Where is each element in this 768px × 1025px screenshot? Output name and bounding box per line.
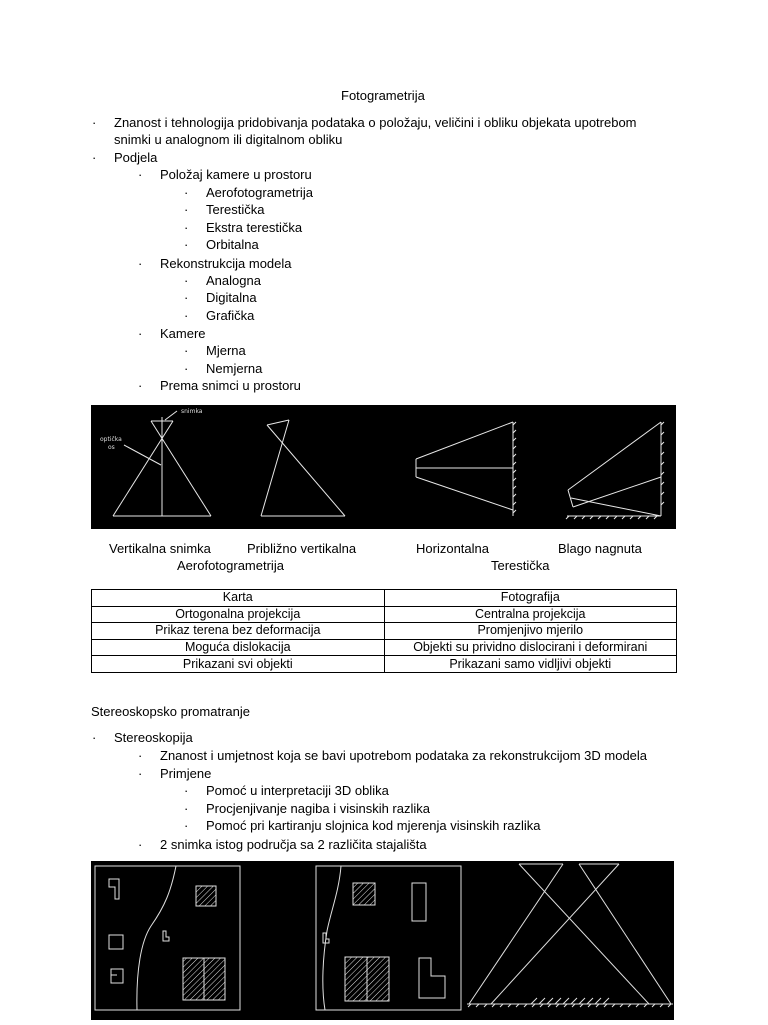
ray [416,422,513,459]
page-title: Fotogrametrija [341,88,425,103]
column-header: Karta [92,590,385,607]
table-cell: Centralna projekcija [384,606,677,623]
list-item: Aerofotogrametrija [206,185,313,200]
table-row [92,639,677,656]
bullet: · [138,378,143,393]
list-item: Grafička [206,308,255,323]
list-item: Pomoć u interpretaciji 3D oblika [206,783,389,798]
hatched-block [353,883,375,905]
list-item: Terestička [206,202,265,217]
overlap-hatching [531,998,609,1004]
group-terestricka: Terestička [491,558,550,573]
ray [491,864,619,1004]
table-cell: Promjenjivo mjerilo [384,623,677,640]
building-shape [412,883,426,921]
building-shape [323,933,329,943]
ray [568,422,661,490]
table-cell: Ortogonalna projekcija [92,606,385,623]
bullet: · [184,801,189,816]
list-item: Mjerna [206,343,246,358]
table-header-row [92,590,677,607]
kamere-label: Kamere [160,326,206,341]
building-shape [109,879,119,899]
bullet: · [92,115,97,130]
bullet: · [138,766,143,781]
stereo-last: 2 snimka istog područja sa 2 različita stajališta [160,837,427,852]
caption-horizontalna: Horizontalna [416,541,489,556]
polozaj-label: Položaj kamere u prostoru [160,167,312,182]
bullet: · [184,290,189,305]
list-item: Nemjerna [206,361,263,376]
comparison-table [91,589,677,673]
building-shape [419,958,445,998]
stereo-pair-figure [91,861,674,1020]
image-plane [267,420,289,425]
label-opticka: optička [100,436,122,443]
table-cell: Objekti su prividno dislocirani i deformirani [384,639,677,656]
label-os: os [108,444,115,451]
list-item: Pomoć pri kartiranju slojnica kod mjerenja visinskih razlika [206,818,541,833]
bullet: · [184,273,189,288]
bullet: · [184,185,189,200]
bullet: · [184,308,189,323]
table-cell: Prikaz terena bez deformacija [92,623,385,640]
river-line [137,866,176,1010]
list-item: Digitalna [206,290,257,305]
bullet: · [184,237,189,252]
bullet: · [184,220,189,235]
ray [113,421,173,516]
ray [416,477,513,510]
column-header: Fotografija [384,590,677,607]
caption-blago: Blago nagnuta [558,541,642,556]
list-item: Orbitalna [206,237,259,252]
bullet: · [138,167,143,182]
section-heading: Stereoskopsko promatranje [91,704,250,719]
caption-priblizno: Približno vertikalna [247,541,357,556]
ray [571,498,661,516]
bullet: · [138,748,143,763]
rekonstrukcija-label: Rekonstrukcija modela [160,256,292,271]
table-cell: Prikazani svi objekti [92,656,385,673]
camera-orientation-figure [91,405,676,529]
ray [519,864,649,1004]
table-row [92,606,677,623]
label-snimka: snimka [181,408,203,415]
intro-line-2: snimki u analognom ili digitalnom obliku [114,132,343,147]
bullet: · [92,150,97,165]
table-cell: Prikazani samo vidljivi objekti [384,656,677,673]
bullet: · [184,361,189,376]
bullet: · [184,202,189,217]
ray [579,864,671,1004]
bullet: · [138,837,143,852]
primjene-label: Primjene [160,766,212,781]
stereo-label: Stereoskopija [114,730,193,745]
building-shape [109,935,123,949]
table-cell: Moguća dislokacija [92,639,385,656]
hatched-block [196,886,216,906]
snimka-pointer [165,411,177,420]
bullet: · [92,730,97,745]
bullet: · [138,326,143,341]
bullet: · [184,818,189,833]
table-row [92,656,677,673]
list-item: Ekstra terestička [206,220,303,235]
bullet: · [184,343,189,358]
ray [151,421,211,516]
building-shape [163,931,169,941]
list-item: Procjenjivanje nagiba i visinskih razlika [206,801,430,816]
group-aerofotogrametrija: Aerofotogrametrija [177,558,284,573]
building-shape [111,969,123,983]
caption-vertikalna: Vertikalna snimka [109,541,211,556]
bullet: · [138,256,143,271]
intro-line-1: Znanost i tehnologija pridobivanja podataka o položaju, veličini i obliku objekata upotrebom [114,115,637,130]
ray [469,864,563,1004]
bullet: · [184,783,189,798]
prema-label: Prema snimci u prostoru [160,378,301,393]
stereo-definition: Znanost i umjetnost koja se bavi upotrebom podataka za rekonstrukcijom 3D modela [160,748,648,763]
ray [573,477,661,507]
ray [267,425,345,516]
podjela-label: Podjela [114,150,158,165]
list-item: Analogna [206,273,261,288]
table-row [92,623,677,640]
